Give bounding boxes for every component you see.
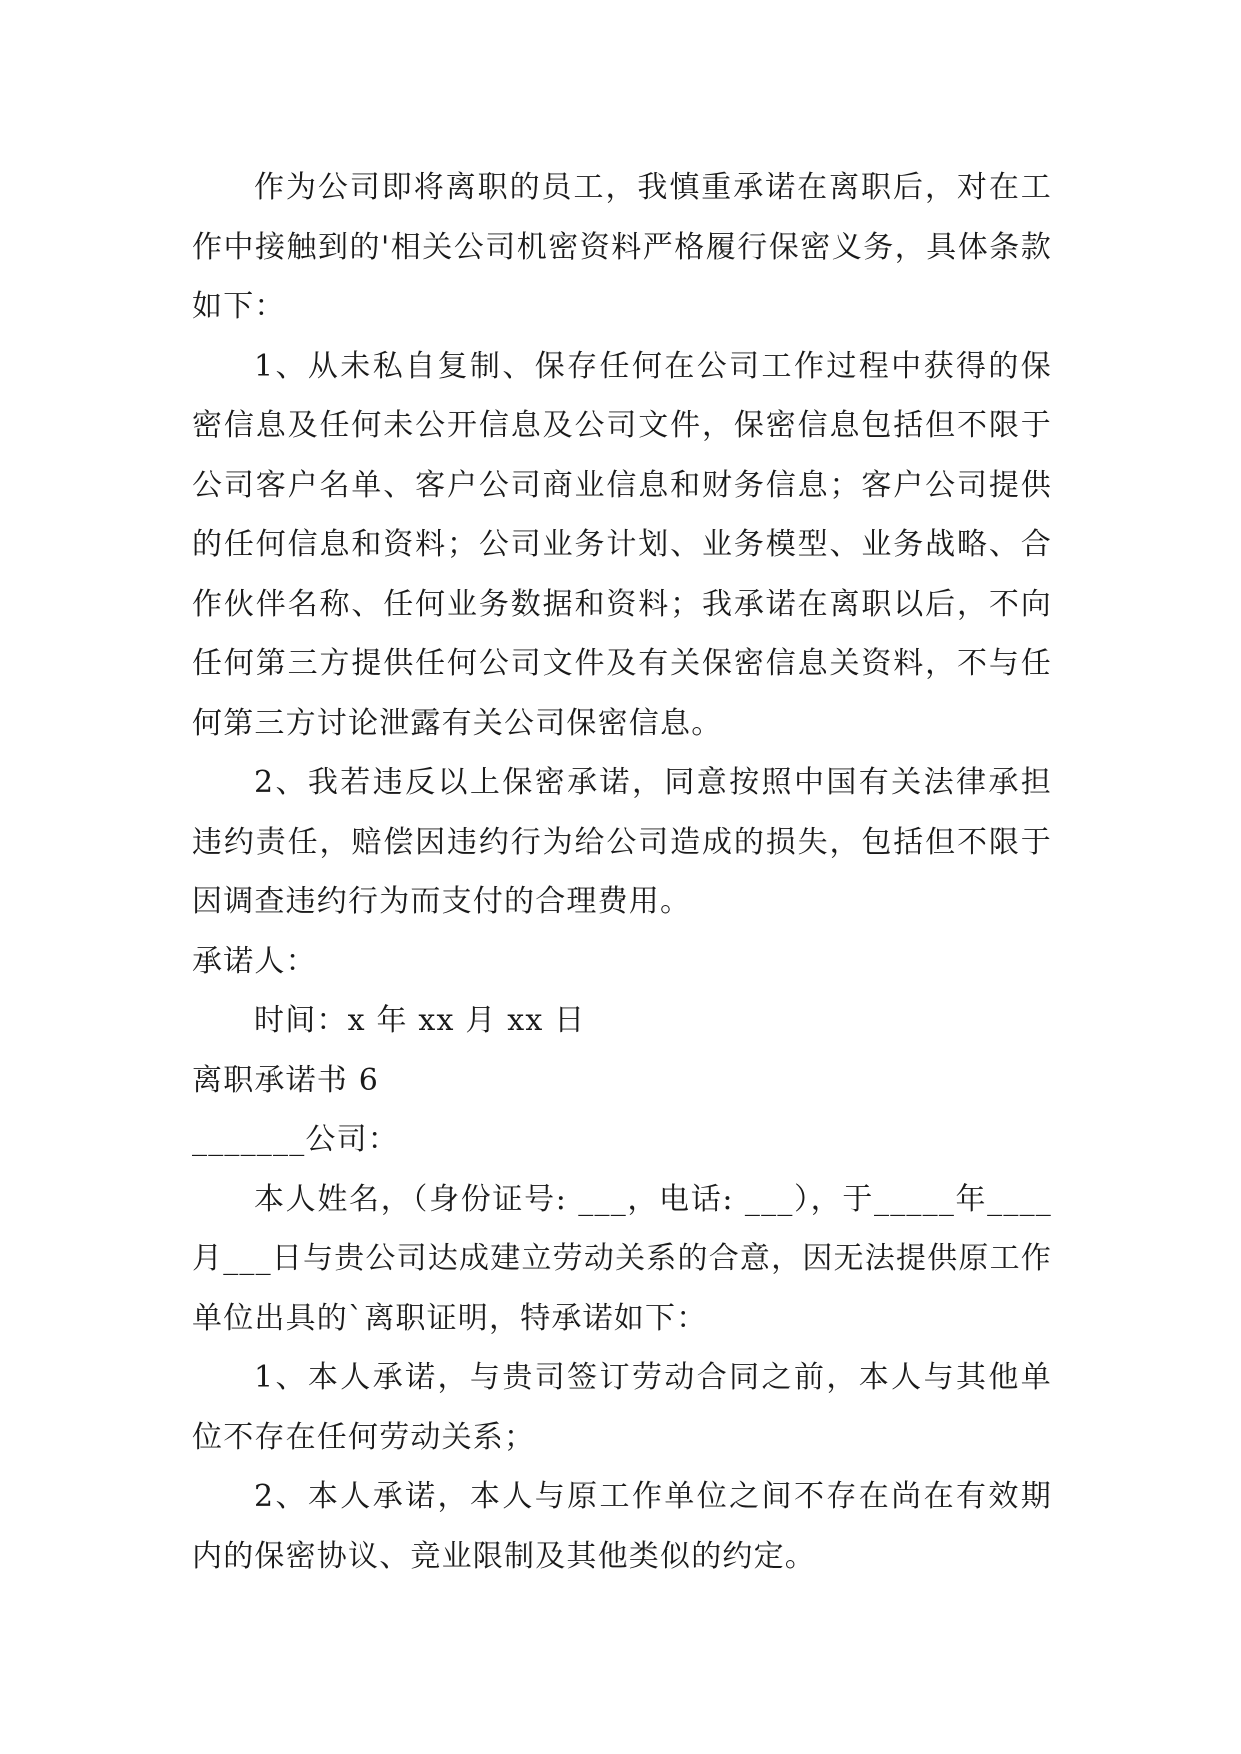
paragraph-clause-2: 2、我若违反以上保密承诺，同意按照中国有关法律承担违约责任，赔偿因违约行为给公司造成的损失，包括但不限于因调查违约行为而支付的合理费用。 bbox=[192, 765, 1052, 919]
paragraph-promise-1: 1、本人承诺，与贵司签订劳动合同之前，本人与其他单位不存在任何劳动关系； bbox=[192, 1360, 1052, 1455]
signer-label: 承诺人： bbox=[192, 943, 317, 979]
paragraph-statement: 本人姓名，（身份证号: ___，电话: ___），于_____年____月___日与贵公司达成建立劳动关系的合意，因无法提供原工作单位出具的`离职证明，特承诺如下： bbox=[192, 1181, 1052, 1336]
document-body bbox=[192, 158, 1052, 1586]
paragraph-clause-1: 1、从未私自复制、保存任何在公司工作过程中获得的保密信息及任何未公开信息及公司文件，保密信息包括但不限于公司客户名单、客户公司商业信息和财务信息；客户公司提供的任何信息和资料；公司业务计划、业务模型、业务战略、合作伙伴名称、任何业务数据和资料；我承诺在离职以后，不向任何第三方提供任何公司文件及有关保密信息关资料，不与任何第三方讨论泄露有关公司保密信息。 bbox=[192, 348, 1052, 741]
section-title: 离职承诺书 6 bbox=[192, 1062, 380, 1098]
paragraph-promise-2: 2、本人承诺，本人与原工作单位之间不存在尚在有效期内的保密协议、竞业限制及其他类似的约定。 bbox=[192, 1479, 1052, 1574]
addressee-line: _______公司： bbox=[192, 1122, 399, 1157]
paragraph-intro: 作为公司即将离职的员工，我慎重承诺在离职后，对在工作中接触到的'相关公司机密资料严格履行保密义务，具体条款如下： bbox=[192, 170, 1052, 324]
date-line: 时间：x 年 xx 月 xx 日 bbox=[254, 1003, 586, 1038]
